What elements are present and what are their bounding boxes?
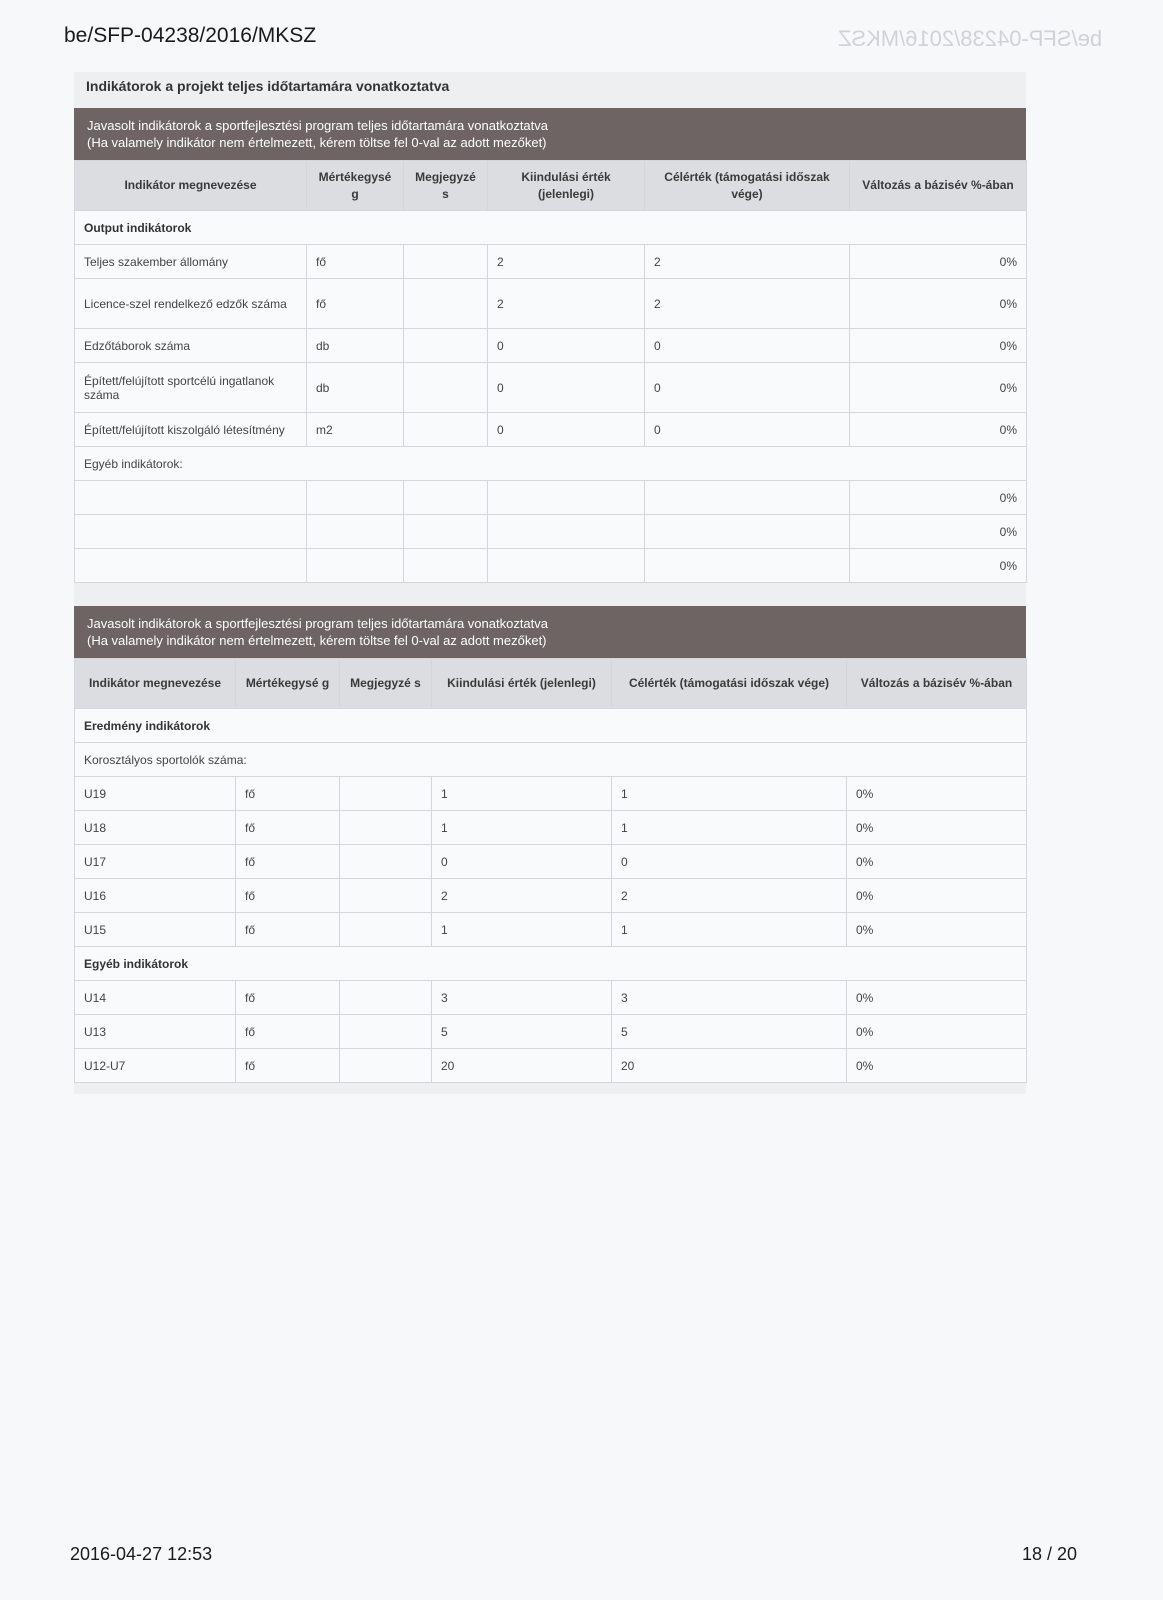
header-indicator-name: Indikátor megnevezése (75, 161, 307, 211)
cell-indicator-name: Épített/felújított sportcélú ingatlanok száma (75, 363, 307, 413)
cell-indicator-name: Licence-szel rendelkező edzők száma (75, 279, 307, 329)
cell-unit: fő (307, 279, 404, 329)
cell-unit: db (307, 363, 404, 413)
table1-banner-line1: Javasolt indikátorok a sportfejlesztési program teljes időtartamára vonatkoztatva (87, 118, 548, 133)
bleed-through-doc-id: be/SFP-04238/2016/MKSZ (838, 26, 1103, 51)
cell-indicator-name: U14 (75, 981, 236, 1015)
cell-base-value: 2 (488, 245, 645, 279)
cell-change: 0% (850, 329, 1027, 363)
cell-note (340, 1049, 432, 1083)
cell-target-value: 1 (612, 913, 847, 947)
cell-base-value: 2 (488, 279, 645, 329)
cell-note (340, 845, 432, 879)
table-row (75, 981, 1027, 1015)
cell-target-value: 0 (645, 329, 850, 363)
cell-unit: fő (236, 811, 340, 845)
cell-unit (307, 515, 404, 549)
header-note: Megjegyzé s (340, 659, 432, 709)
cell-note (404, 481, 488, 515)
section-title: Indikátorok a projekt teljes időtartamára vonatkoztatva (86, 78, 450, 94)
cell-indicator-name: U18 (75, 811, 236, 845)
cell-target-value: 0 (612, 845, 847, 879)
result-indicator-table (74, 658, 1027, 1083)
cell-base-value: 2 (432, 879, 612, 913)
cell-indicator-name: U15 (75, 913, 236, 947)
cell-change: 0% (847, 879, 1027, 913)
cell-target-value (645, 481, 850, 515)
table-row (75, 549, 1027, 583)
cell-unit: fő (236, 879, 340, 913)
cell-base-value: 1 (432, 777, 612, 811)
table-row (75, 279, 1027, 329)
cell-target-value (645, 515, 850, 549)
cell-base-value: 1 (432, 913, 612, 947)
other-indicators-label-row (75, 447, 1027, 481)
cell-unit: fő (236, 777, 340, 811)
cell-unit: db (307, 329, 404, 363)
header-note: Megjegyzé s (404, 161, 488, 211)
table-row (75, 515, 1027, 549)
cell-target-value: 3 (612, 981, 847, 1015)
table-row (75, 481, 1027, 515)
cell-unit: fő (236, 845, 340, 879)
cell-target-value (645, 549, 850, 583)
header-target-value: Célérték (támogatási időszak vége) (612, 659, 847, 709)
cell-change: 0% (850, 515, 1027, 549)
age-group-label-row (75, 743, 1027, 777)
cell-note (404, 279, 488, 329)
cell-target-value: 1 (612, 811, 847, 845)
table-row (75, 879, 1027, 913)
cell-change: 0% (847, 845, 1027, 879)
cell-target-value: 2 (645, 279, 850, 329)
header-unit: Mértékegysé g (307, 161, 404, 211)
header-unit: Mértékegysé g (236, 659, 340, 709)
cell-indicator-name: U19 (75, 777, 236, 811)
table1-banner (74, 108, 1026, 160)
table-row (75, 777, 1027, 811)
cell-unit: fő (236, 981, 340, 1015)
cell-note (404, 413, 488, 447)
cell-indicator-name: U13 (75, 1015, 236, 1049)
cell-note (340, 777, 432, 811)
header-indicator-name: Indikátor megnevezése (75, 659, 236, 709)
cell-change: 0% (850, 413, 1027, 447)
section-label-output: Output indikátorok (75, 211, 1027, 245)
cell-base-value: 20 (432, 1049, 612, 1083)
document-id: be/SFP-04238/2016/MKSZ (64, 24, 317, 47)
cell-change: 0% (847, 1049, 1027, 1083)
section-label-other: Egyéb indikátorok (75, 947, 1027, 981)
footer-timestamp: 2016-04-27 12:53 (70, 1544, 213, 1564)
table-row (75, 913, 1027, 947)
table1-banner-line2: (Ha valamely indikátor nem értelmezett, kérem töltse fel 0-val az adott mezőket) (87, 135, 547, 150)
cell-unit: fő (307, 245, 404, 279)
cell-indicator-name (75, 515, 307, 549)
cell-indicator-name (75, 481, 307, 515)
cell-indicator-name: Edzőtáborok száma (75, 329, 307, 363)
header-change: Változás a bázisév %-ában (847, 659, 1027, 709)
cell-note (404, 549, 488, 583)
cell-change: 0% (847, 913, 1027, 947)
table2-banner (74, 606, 1026, 658)
cell-target-value: 20 (612, 1049, 847, 1083)
table1-header-row (75, 161, 1027, 211)
cell-target-value: 5 (612, 1015, 847, 1049)
cell-base-value: 0 (432, 845, 612, 879)
cell-unit: fő (236, 913, 340, 947)
table2-header-row (75, 659, 1027, 709)
cell-change: 0% (850, 481, 1027, 515)
header-target-value: Célérték (támogatási időszak vége) (645, 161, 850, 211)
cell-base-value: 3 (432, 981, 612, 1015)
cell-base-value (488, 515, 645, 549)
cell-change: 0% (850, 363, 1027, 413)
table-row (75, 845, 1027, 879)
cell-indicator-name: Épített/felújított kiszolgáló létesítmény (75, 413, 307, 447)
table-row (75, 329, 1027, 363)
header-base-value: Kiindulási érték (jelenlegi) (432, 659, 612, 709)
cell-indicator-name: U16 (75, 879, 236, 913)
cell-base-value: 0 (488, 329, 645, 363)
cell-change: 0% (847, 777, 1027, 811)
cell-base-value: 1 (432, 811, 612, 845)
table-row (75, 1049, 1027, 1083)
cell-note (340, 981, 432, 1015)
cell-note (404, 363, 488, 413)
cell-target-value: 1 (612, 777, 847, 811)
cell-note (340, 1015, 432, 1049)
page-number: 18 / 20 (1022, 1544, 1078, 1564)
cell-base-value: 5 (432, 1015, 612, 1049)
section-row-result (75, 709, 1027, 743)
other-indicators-label: Egyéb indikátorok: (75, 447, 1027, 481)
cell-base-value: 0 (488, 363, 645, 413)
table-row (75, 413, 1027, 447)
cell-indicator-name: Teljes szakember állomány (75, 245, 307, 279)
cell-target-value: 0 (645, 363, 850, 413)
cell-note (404, 245, 488, 279)
cell-note (340, 879, 432, 913)
cell-target-value: 2 (612, 879, 847, 913)
header-base-value: Kiindulási érték (jelenlegi) (488, 161, 645, 211)
cell-unit: m2 (307, 413, 404, 447)
section-label-result: Eredmény indikátorok (75, 709, 1027, 743)
cell-change: 0% (847, 981, 1027, 1015)
cell-unit (307, 549, 404, 583)
cell-change: 0% (850, 279, 1027, 329)
table-row (75, 245, 1027, 279)
cell-note (404, 329, 488, 363)
output-indicator-table (74, 160, 1027, 583)
cell-change: 0% (850, 549, 1027, 583)
cell-base-value (488, 549, 645, 583)
age-group-label: Korosztályos sportolók száma: (75, 743, 1027, 777)
cell-base-value: 0 (488, 413, 645, 447)
table-row (75, 363, 1027, 413)
cell-target-value: 2 (645, 245, 850, 279)
table2-banner-line1: Javasolt indikátorok a sportfejlesztési program teljes időtartamára vonatkoztatva (87, 616, 548, 631)
cell-note (404, 515, 488, 549)
section-row-other (75, 947, 1027, 981)
cell-indicator-name: U17 (75, 845, 236, 879)
cell-change: 0% (847, 811, 1027, 845)
cell-target-value: 0 (645, 413, 850, 447)
cell-unit: fő (236, 1049, 340, 1083)
cell-note (340, 811, 432, 845)
table2-banner-line2: (Ha valamely indikátor nem értelmezett, kérem töltse fel 0-val az adott mezőket) (87, 633, 547, 648)
cell-unit (307, 481, 404, 515)
cell-base-value (488, 481, 645, 515)
cell-change: 0% (850, 245, 1027, 279)
header-change: Változás a bázisév %-ában (850, 161, 1027, 211)
table-row (75, 811, 1027, 845)
cell-change: 0% (847, 1015, 1027, 1049)
cell-indicator-name: U12-U7 (75, 1049, 236, 1083)
section-row-output (75, 211, 1027, 245)
cell-unit: fő (236, 1015, 340, 1049)
cell-indicator-name (75, 549, 307, 583)
cell-note (340, 913, 432, 947)
table-row (75, 1015, 1027, 1049)
